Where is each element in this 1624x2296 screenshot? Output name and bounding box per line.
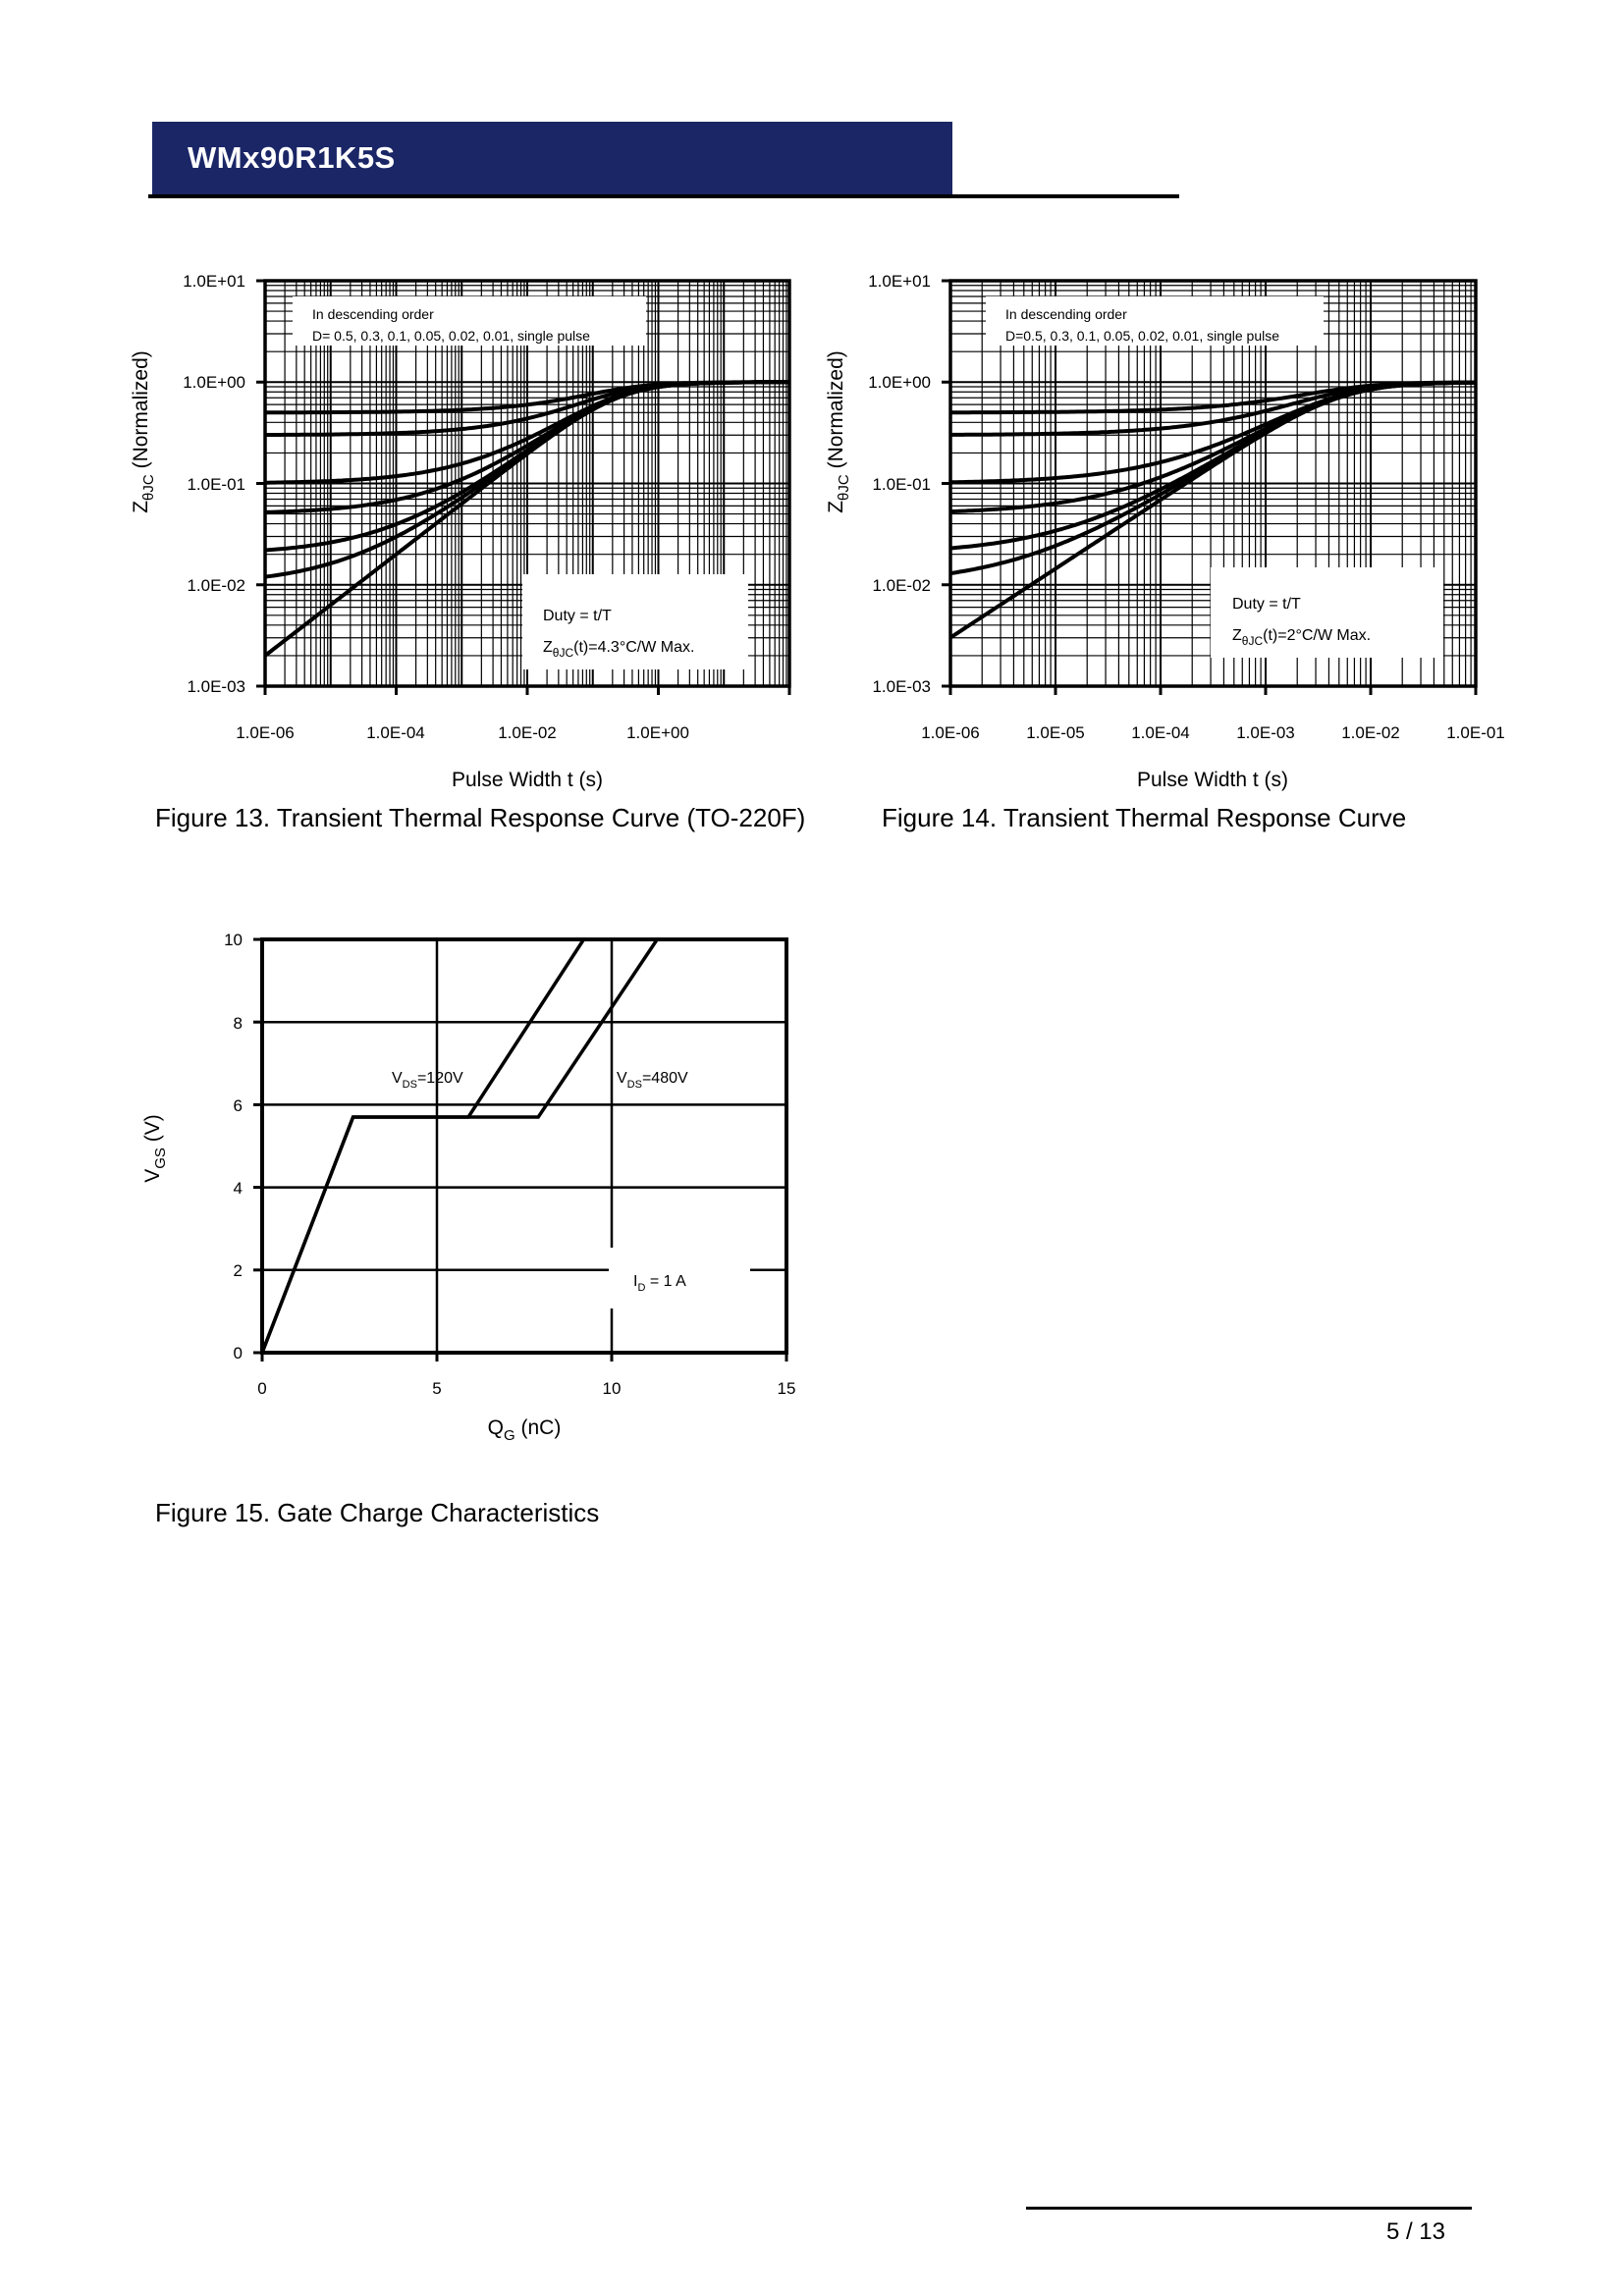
fig14-x-tick-label: 1.0E-05 bbox=[1026, 723, 1085, 742]
fig13-y-tick-label: 1.0E-02 bbox=[187, 576, 245, 595]
fig14-note-z-sub: θJC bbox=[1241, 634, 1264, 648]
fig13-x-tick-label: 1.0E-06 bbox=[236, 723, 295, 742]
fig15-x-tick-label: 15 bbox=[777, 1379, 796, 1398]
fig15-y-tick-label: 2 bbox=[233, 1261, 243, 1280]
fig13-x-tick-label: 1.0E-02 bbox=[498, 723, 557, 742]
fig14-y-tick-label: 1.0E-02 bbox=[872, 576, 931, 595]
curve-vds-480 bbox=[262, 939, 657, 1353]
fig15-y-tick-label: 6 bbox=[233, 1096, 243, 1115]
fig15-y-axis-title: $V_{GS}$ (V) bbox=[141, 1114, 169, 1183]
fig15-series-label-480v: $V_{DS}=480V$ bbox=[617, 1070, 688, 1091]
fig13-legend-line2: D= 0.5, 0.3, 0.1, 0.05, 0.02, 0.01, single pulse bbox=[312, 328, 590, 344]
fig14-x-tick-label: 1.0E-04 bbox=[1131, 723, 1190, 742]
page-number: 5 / 13 bbox=[1385, 2218, 1445, 2245]
fig13-y-tick-label: 1.0E-01 bbox=[187, 475, 245, 494]
fig14-note-z-post: (t)=2°C/W Max. bbox=[1263, 627, 1372, 644]
fig13-y-axis-title: $Z_{\theta JC}$ (Normalized) bbox=[130, 350, 157, 513]
fig15-y-tick-label: 10 bbox=[224, 931, 243, 949]
fig15-y-tick-label: 8 bbox=[233, 1014, 243, 1033]
fig14-x-tick-label: 1.0E-01 bbox=[1446, 723, 1505, 742]
fig14-y-tick-label: 1.0E+01 bbox=[868, 272, 931, 291]
header-banner bbox=[152, 122, 952, 194]
fig15-y-tick-label: 4 bbox=[233, 1179, 243, 1198]
fig15-x-tick-label: 0 bbox=[257, 1379, 267, 1398]
fig15-x-tick-label: 10 bbox=[602, 1379, 622, 1398]
part-number-title: WMx90R1K5S bbox=[188, 140, 396, 175]
curve-D-0.3 bbox=[950, 383, 1476, 435]
fig14-note-duty: Duty = t/T bbox=[1232, 596, 1301, 613]
fig13-x-axis-title: Pulse Width t (s) bbox=[451, 769, 604, 791]
fig14-x-axis-title: Pulse Width t (s) bbox=[1136, 769, 1289, 791]
footer-divider bbox=[1026, 2207, 1472, 2210]
fig13-x-tick-label: 1.0E-04 bbox=[366, 723, 425, 742]
fig15-id-label: $I_D = 1$ A bbox=[633, 1273, 686, 1294]
fig13-y-tick-label: 1.0E+01 bbox=[183, 272, 245, 291]
figure-14-caption: Figure 14. Transient Thermal Response Curve bbox=[882, 803, 1407, 832]
fig14-y-axis-title: $Z_{\theta JC}$ (Normalized) bbox=[825, 350, 852, 513]
curve-vds-120 bbox=[262, 939, 584, 1353]
figure-13-chart bbox=[128, 253, 825, 795]
fig13-note-z-post: (t)=4.3°C/W Max. bbox=[573, 639, 695, 656]
fig13-y-tick-label: 1.0E-03 bbox=[187, 677, 245, 696]
fig13-x-tick-label: 1.0E+00 bbox=[626, 723, 689, 742]
figure-15-chart bbox=[128, 911, 825, 1453]
fig15-series-label-120v: $V_{DS}=120V$ bbox=[392, 1070, 463, 1091]
fig15-x-tick-label: 5 bbox=[432, 1379, 442, 1398]
figure-15-caption: Figure 15. Gate Charge Characteristics bbox=[155, 1498, 600, 1527]
figure-14-chart bbox=[815, 253, 1512, 795]
fig14-y-tick-label: 1.0E-03 bbox=[872, 677, 931, 696]
fig13-y-tick-label: 1.0E+00 bbox=[183, 373, 245, 392]
fig15-y-tick-label: 0 bbox=[233, 1344, 243, 1362]
fig14-y-tick-label: 1.0E-01 bbox=[872, 475, 931, 494]
fig14-note-z: Z bbox=[1232, 627, 1242, 644]
fig14-x-tick-label: 1.0E-03 bbox=[1236, 723, 1295, 742]
fig14-x-tick-label: 1.0E-06 bbox=[921, 723, 980, 742]
figure-13-caption: Figure 13. Transient Thermal Response Curve (TO-220F) bbox=[155, 803, 806, 832]
fig13-note-duty: Duty = t/T bbox=[543, 608, 612, 624]
fig15-x-axis-title: $Q_G$ (nC) bbox=[487, 1416, 562, 1444]
fig15-curves bbox=[262, 939, 657, 1353]
fig13-legend-line1: In descending order bbox=[312, 306, 434, 322]
fig13-note-z-sub: θJC bbox=[552, 646, 574, 660]
fig13-note-z: Z bbox=[543, 639, 553, 656]
fig14-legend-line2: D=0.5, 0.3, 0.1, 0.05, 0.02, 0.01, single pulse bbox=[1005, 328, 1280, 344]
header-underline bbox=[148, 194, 1179, 198]
fig14-x-tick-label: 1.0E-02 bbox=[1341, 723, 1400, 742]
fig14-y-tick-label: 1.0E+00 bbox=[868, 373, 931, 392]
fig14-legend-line1: In descending order bbox=[1005, 306, 1127, 322]
